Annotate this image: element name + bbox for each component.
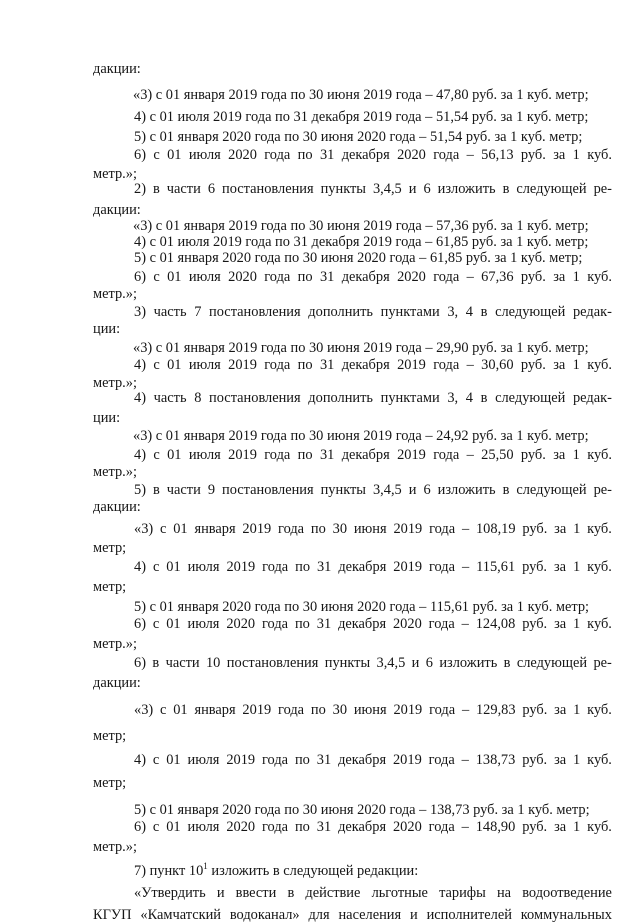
word: 6) [134,655,146,671]
word: 31 [319,447,335,463]
word: изложить [437,482,496,498]
word: пункты [320,482,366,498]
word: 2019 [393,559,423,575]
word: 01 [166,752,181,768]
document-line: дакции: [93,202,141,218]
word: руб. [522,521,548,537]
document-line: ции: [93,410,121,426]
document-line [134,182,612,196]
document-line: метр; [93,775,127,791]
document-line [134,305,612,319]
word: 1 [572,357,580,373]
word: руб. [520,147,546,163]
word: 01 [173,521,188,537]
document-line: 5) с 01 января 2020 года по 30 июня 2020 года – 115,61 руб. за 1 куб. метр; [134,599,590,615]
word: 2020 [228,269,257,285]
word: в [153,482,160,498]
word: в [502,482,510,498]
word: июля [187,559,220,575]
word: 31 [319,269,335,285]
word: 2020 [226,819,256,835]
word: постановления [222,482,314,498]
word: декабря [341,357,390,373]
document-line: метр.»; [93,464,137,480]
word: года [429,702,456,718]
word: июля [188,357,221,373]
word: 01 [167,269,182,285]
document-line: метр; [93,728,127,744]
word: пункты [324,655,371,671]
word: ре- [593,655,612,671]
word: руб. [522,616,548,632]
line-text: изложить в следующей редакции: [207,862,419,879]
word: по [297,357,313,373]
document-line: ции: [93,321,121,337]
document-line [134,560,612,574]
word: года [262,752,289,768]
word: 2019 [393,521,423,537]
word: и [408,482,417,498]
word: «3) [134,702,154,718]
word: части [166,482,201,498]
word: 1 [572,447,580,463]
word: года [262,819,289,835]
word: по [297,447,313,463]
word: в [502,181,510,197]
word: 1 [573,616,581,632]
word: 01 [166,616,181,632]
word: июля [188,269,221,285]
document-line [134,753,612,767]
word: руб. [522,559,548,575]
word: 3,4,5 [372,482,402,498]
word: декабря [341,269,390,285]
word: куб. [587,819,612,835]
word: – [461,819,469,835]
word: постановления [209,304,301,320]
word: в [287,885,295,901]
document-line [134,617,612,631]
word: «3) [134,521,154,537]
word: года [278,521,305,537]
word: 9 [207,482,216,498]
document-line: дакции: [93,61,141,77]
word: куб. [587,559,612,575]
word: 31 [319,357,335,373]
word: июля [187,819,220,835]
word: пунктами [380,390,440,406]
word: 2020 [228,147,257,163]
word: 1 [573,819,581,835]
word: по [294,616,310,632]
word: 1 [572,147,580,163]
superscript: 1 [203,861,208,871]
word: куб. [587,752,612,768]
word: редак- [572,390,612,406]
word: следующей [495,390,566,406]
word: 6) [134,819,146,835]
document-line: 5) с 01 января 2020 года по 30 июня 2020 года – 51,54 руб. за 1 куб. метр; [134,129,583,145]
word: и [216,885,225,901]
word: 6 [423,181,431,197]
word: 01 [166,559,181,575]
word: года [428,559,456,575]
word: за [554,819,567,835]
word: по [297,269,313,285]
word: – [466,447,474,463]
word: ре- [593,181,612,197]
word: декабря [338,752,387,768]
word: и [408,181,417,197]
word: за [553,447,566,463]
word: с [153,269,160,285]
word: года [428,616,455,632]
word: в [153,181,160,197]
word: 6) [134,147,146,163]
document-line: «3) с 01 января 2019 года по 30 июня 2019 года – 29,90 руб. за 1 куб. метр; [133,340,589,356]
word: за [553,559,567,575]
word: 31 [319,147,335,163]
word: июня [353,521,387,537]
word: 25,50 [481,447,514,463]
word: 5) [134,482,146,498]
word: 2020 [397,269,426,285]
word: льготные [371,885,428,901]
document-line: 5) с 01 января 2020 года по 30 июня 2020 года – 61,85 руб. за 1 куб. метр; [134,250,583,266]
word: 01 [167,147,182,163]
document-line: дакции: [93,675,141,691]
word: года [264,147,291,163]
word: за [553,269,566,285]
word: с [152,819,160,835]
document-line [134,703,612,717]
word: 3) [134,304,146,320]
word: 01 [166,819,181,835]
word: 31 [316,819,332,835]
word: 6) [134,269,146,285]
word: года [264,357,291,373]
word: 2019 [393,702,423,718]
document-line [134,270,612,284]
word: «Утвердить [134,885,206,901]
word: года [428,752,455,768]
word: – [461,559,470,575]
word: года [428,819,455,835]
word: 2019 [226,559,256,575]
word: по [294,819,310,835]
word: года [264,269,291,285]
word: 2019 [397,357,426,373]
line-text: 7) пункт 10 [134,862,204,879]
word: 3,4,5 [376,655,406,671]
word: руб. [520,357,546,373]
word: руб. [522,752,548,768]
word: с [152,752,160,768]
document-line: метр.»; [93,166,137,182]
word: следующей [516,482,587,498]
word: – [461,616,469,632]
word: исполнителей [426,907,512,923]
word: декабря [338,616,387,632]
word: 148,90 [475,819,516,835]
word: 4 [465,304,473,320]
word: января [194,521,236,537]
word: ввести [235,885,277,901]
word: июля [187,616,220,632]
word: 1 [573,521,581,537]
word: года [264,447,291,463]
word: действие [305,885,361,901]
word: 2019 [242,702,272,718]
word: 30,60 [481,357,514,373]
word: 8 [194,390,202,406]
word: года [433,357,460,373]
word: руб. [522,702,548,718]
word: с [153,147,160,163]
word: 138,73 [475,752,516,768]
word: 1 [573,702,581,718]
document-line: метр.»; [93,375,137,391]
word: части [165,655,200,671]
word: года [262,559,289,575]
word: 6 [423,482,431,498]
word: за [553,357,566,373]
word: 1 [573,752,581,768]
word: 67,36 [481,269,514,285]
word: куб. [587,616,612,632]
word: 2019 [226,752,256,768]
word: куб. [587,702,612,718]
word: 3, [447,304,459,320]
document-line: «3) с 01 января 2019 года по 30 июня 2019 года – 47,80 руб. за 1 куб. метр; [133,87,589,103]
word: года [433,447,460,463]
word: 4) [134,447,146,463]
document-line: 4) с 01 июля 2019 года по 31 декабря 2019 года – 51,54 руб. за 1 куб. метр; [134,109,589,125]
document-line: метр; [93,540,127,556]
word: следующей [516,655,588,671]
word: 108,19 [475,521,516,537]
word: ре- [593,482,612,498]
word: 2) [134,181,146,197]
word: 1 [572,559,581,575]
word: 01 [167,447,182,463]
word: населения [338,907,402,923]
word: постановления [226,655,319,671]
word: за [554,702,567,718]
word: за [554,521,567,537]
word: года [429,521,456,537]
word: – [461,752,469,768]
word: 2019 [242,521,272,537]
document-line [134,886,612,900]
word: с [153,447,160,463]
word: года [433,147,460,163]
word: 4) [134,390,146,406]
document-line: метр.»; [93,839,137,855]
word: 4) [134,559,146,575]
word: по [295,559,311,575]
word: 4 [465,390,473,406]
word: декабря [341,147,390,163]
word: 31 [316,559,332,575]
word: куб. [587,447,612,463]
word: с [152,616,160,632]
word: 2019 [397,447,426,463]
document-line: «3) с 01 января 2019 года по 30 июня 2019 года – 57,36 руб. за 1 куб. метр; [133,218,589,234]
word: июля [187,752,220,768]
word: тарифы [439,885,486,901]
document-line [134,483,612,497]
word: 2020 [226,616,256,632]
word: с [153,357,160,373]
word: 6) [134,616,146,632]
document-line [134,448,612,462]
document-line: метр.»; [93,636,137,652]
document-line: метр; [93,579,127,595]
word: 01 [173,702,188,718]
word: 2020 [392,616,422,632]
word: 2020 [392,819,422,835]
word: руб. [520,447,546,463]
word: часть [153,304,187,320]
word: за [554,616,567,632]
word: пунктами [380,304,440,320]
word: и [410,907,418,923]
document-line [134,391,612,405]
word: 115,61 [476,559,516,575]
word: декабря [338,819,387,835]
word: руб. [522,819,548,835]
word: куб. [587,357,612,373]
word: июля [188,147,221,163]
word: 1 [572,269,580,285]
word: за [553,147,566,163]
word: 4) [134,357,146,373]
document-line [93,908,612,922]
word: редак- [572,304,612,320]
word: для [308,907,330,923]
word: изложить [439,655,498,671]
document-line: «3) с 01 января 2019 года по 30 июня 2019 года – 24,92 руб. за 1 куб. метр; [133,428,589,444]
word: с [160,702,167,718]
word: коммунальных [520,907,612,923]
word: с [160,521,167,537]
word: – [461,702,470,718]
word: 2019 [392,752,422,768]
word: дополнить [308,390,373,406]
word: 01 [167,357,182,373]
word: в [152,655,160,671]
word: в [480,390,488,406]
word: декабря [341,447,390,463]
word: января [194,702,236,718]
word: 30 [332,521,348,537]
word: года [278,702,305,718]
word: пункты [320,181,366,197]
word: 30 [332,702,348,718]
word: года [262,616,289,632]
document-line [134,148,612,162]
word: куб. [587,269,612,285]
word: и [411,655,420,671]
word: декабря [338,559,387,575]
word: постановления [222,181,314,197]
word: 4) [134,752,146,768]
word: части [166,181,201,197]
word: по [294,752,310,768]
word: следующей [516,181,587,197]
word: водоотведение [522,885,612,901]
word: руб. [520,269,546,285]
word: по [297,147,313,163]
document-line: дакции: [93,499,141,515]
document-line [134,820,612,834]
word: 124,08 [475,616,516,632]
word: 2019 [228,357,257,373]
word: 2020 [397,147,426,163]
word: за [554,752,567,768]
word: – [466,357,474,373]
word: водоканал» [229,907,300,923]
word: 10 [205,655,221,671]
document-line [134,862,418,878]
word: 31 [316,616,332,632]
word: 7 [194,304,202,320]
word: «Камчатский [140,907,221,923]
word: изложить [437,181,496,197]
word: – [466,147,474,163]
word: по [310,521,326,537]
word: дополнить [308,304,373,320]
word: часть [153,390,187,406]
document-line: 5) с 01 января 2020 года по 30 июня 2020 года – 138,73 руб. за 1 куб. метр; [134,802,590,818]
word: июня [353,702,387,718]
word: 2019 [228,447,257,463]
word: следующей [495,304,566,320]
word: в [503,655,511,671]
document-line: метр.»; [93,286,137,302]
word: на [496,885,512,901]
word: 31 [316,752,332,768]
word: 6 [425,655,433,671]
word: – [466,269,474,285]
word: 129,83 [475,702,516,718]
word: постановления [209,390,301,406]
document-line [134,656,612,670]
document-line [134,358,612,372]
word: куб. [587,147,612,163]
word: 56,13 [481,147,514,163]
word: 3,4,5 [372,181,402,197]
word: в [480,304,488,320]
word: 6 [207,181,216,197]
word: 3, [447,390,459,406]
word: года [433,269,460,285]
word: с [152,559,160,575]
word: КГУП [93,907,132,923]
word: куб. [587,521,612,537]
document-line: 4) с 01 июля 2019 года по 31 декабря 2019 года – 61,85 руб. за 1 куб. метр; [134,234,589,250]
word: июля [188,447,221,463]
word: по [310,702,326,718]
document-line [134,522,612,536]
word: – [461,521,470,537]
